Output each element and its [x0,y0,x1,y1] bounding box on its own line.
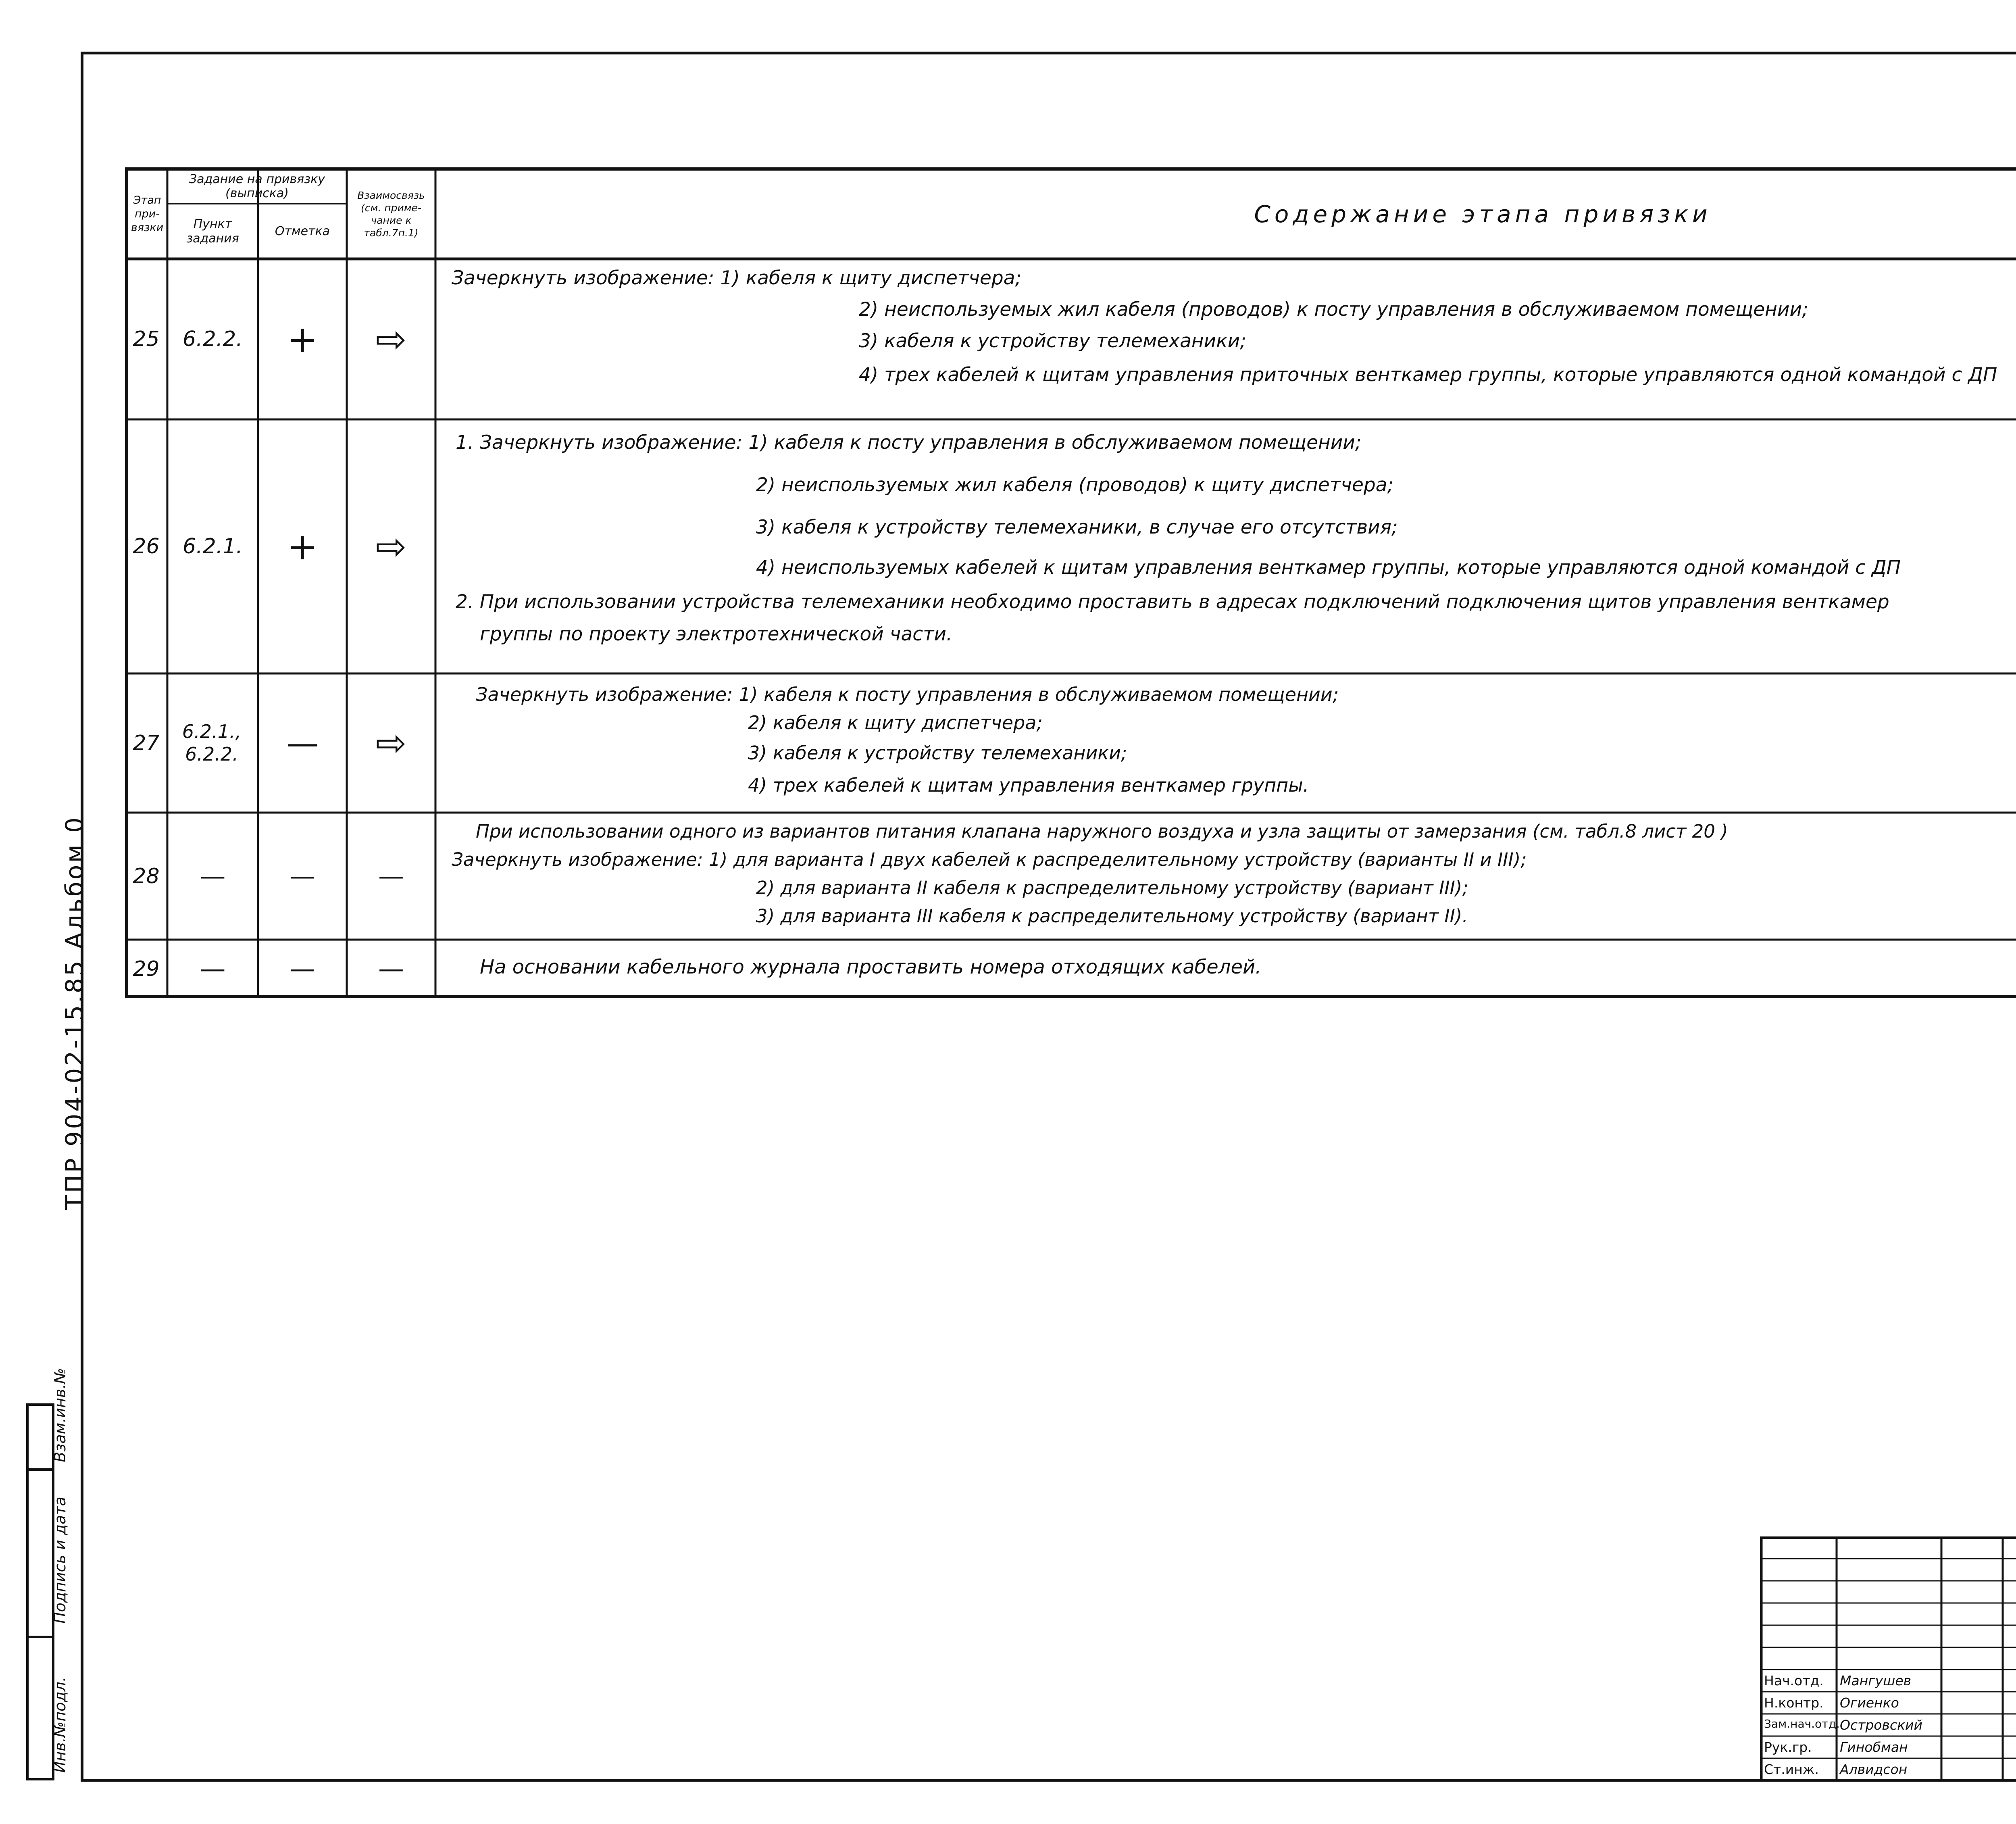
row-task-item: 6.2.1. [183,534,243,559]
content-line: 3) кабеля к устройству телемеханики; [859,330,1246,352]
row-stage: 29 [133,957,160,981]
header-relation: Взаимосвязь (см. приме-чание к табл.7п.1) [357,189,425,239]
signature-name: Островский [1840,1717,1922,1733]
content-line: группы по проекту электротехнической части. [480,623,952,645]
content-line: 4) трех кабелей к щитам управления венткамер группы. [748,774,1309,796]
signature-name: Алвидсон [1840,1761,1908,1777]
margin-stamp [26,1368,69,1780]
row-stage: 26 [133,534,160,559]
signature-name: Гинобман [1840,1739,1908,1755]
row-stage: 27 [133,731,160,755]
arrow-right-icon: ⇨ [375,721,407,765]
content-line: 1. Зачеркнуть изображение: 1) кабеля к посту управления в обслуживаемом помещении; [456,432,1362,454]
row-mark: + [287,525,318,568]
signature-name: Мангушев [1840,1673,1912,1689]
signature-name: Огиенко [1840,1695,1899,1711]
content-line: Зачеркнуть изображение: 1) для варианта I двух кабелей к распределительному устройству (варианты II и III); [452,849,1527,870]
row-content [435,673,2016,813]
header-content: Содержание этапа привязки [1254,200,1712,228]
content-line: 3) для варианта III кабеля к распределительному устройству (вариант II). [756,905,1468,927]
content-line: 4) трех кабелей к щитам управления приточных венткамер группы, которые управляются одной командой с ДП [859,364,1997,386]
header-stage: Этап при-вязки [131,194,164,234]
row-stage: 28 [133,864,160,888]
row-task-item: 6.2.2. [183,327,243,351]
row-content [435,259,2016,419]
header-mark: Отметка [275,224,330,238]
arrow-right-icon: ⇨ [375,525,407,568]
margin-label-third: Взам.инв.№ [51,1368,69,1462]
row-mark: — [289,861,315,891]
content-line: Зачеркнуть изображение: 1) кабеля к посту управления в обслуживаемом помещении; [476,684,1339,705]
table-row [125,673,2016,813]
content-line: При использовании одного из вариантов питания клапана наружного воздуха и узла защиты от замерзания (см. табл.8 лист 20 ) [476,821,1728,842]
row-task-item: — [200,954,226,984]
row-content [435,419,2016,673]
margin-label-second: Подпись и дата [51,1497,69,1624]
row-relation: — [378,954,404,984]
header-task-group: Задание на привязку (выписка) [189,172,325,200]
content-line: 2) неиспользуемых жил кабеля (проводов) к посту управления в обслуживаемом помещении; [859,298,1808,321]
row-content [435,940,2016,998]
title-block [1760,1536,2016,1782]
table-row [125,940,2016,998]
signature-role: Нач.отд. [1764,1673,1824,1689]
row-mark: — [289,954,315,984]
content-line: 2) кабеля к щиту диспетчера; [748,712,1043,734]
row-mark: — [286,724,319,762]
signature-role: Н.контр. [1764,1695,1824,1711]
content-line: 2. При использовании устройства телемеханики необходимо проставить в адресах подключений подключения щитов управления венткамер [456,591,1889,613]
table-row [125,813,2016,940]
side-title: ТПР 904-02-15.85 Альбом 0 [60,815,89,1210]
content-line: 2) неиспользуемых жил кабеля (проводов) к щиту диспетчера; [756,474,1394,496]
content-line: 4) неиспользуемых кабелей к щитам управления венткамер группы, которые управляются одной командой с ДП [756,557,1901,579]
header-task-item: Пункт задания [186,217,239,246]
table-row [125,419,2016,673]
signature-role: Рук.гр. [1764,1739,1812,1755]
signature-role: Ст.инж. [1764,1761,1819,1777]
binding-table [125,167,2016,998]
row-mark: + [287,317,318,361]
content-line: 3) кабеля к устройству телемеханики; [748,742,1127,764]
content-line: На основании кабельного журнала проставить номера отходящих кабелей. [480,956,1262,978]
row-task-item: 6.2.1., 6.2.2. [182,721,242,765]
margin-label-first: Инв.№подл. [51,1676,69,1773]
content-line: Зачеркнуть изображение: 1) кабеля к щиту диспетчера; [452,267,1022,289]
table-row [125,259,2016,419]
row-stage: 25 [133,327,160,351]
arrow-right-icon: ⇨ [375,317,407,361]
content-line: 3) кабеля к устройству телемеханики, в случае его отсутствия; [756,516,1398,538]
row-content [435,813,2016,940]
content-line: 2) для варианта II кабеля к распределительному устройству (вариант III); [756,877,1468,898]
row-relation: — [378,861,404,891]
signature-role: Зам.нач.отд. [1764,1717,1840,1730]
row-task-item: — [200,861,226,891]
